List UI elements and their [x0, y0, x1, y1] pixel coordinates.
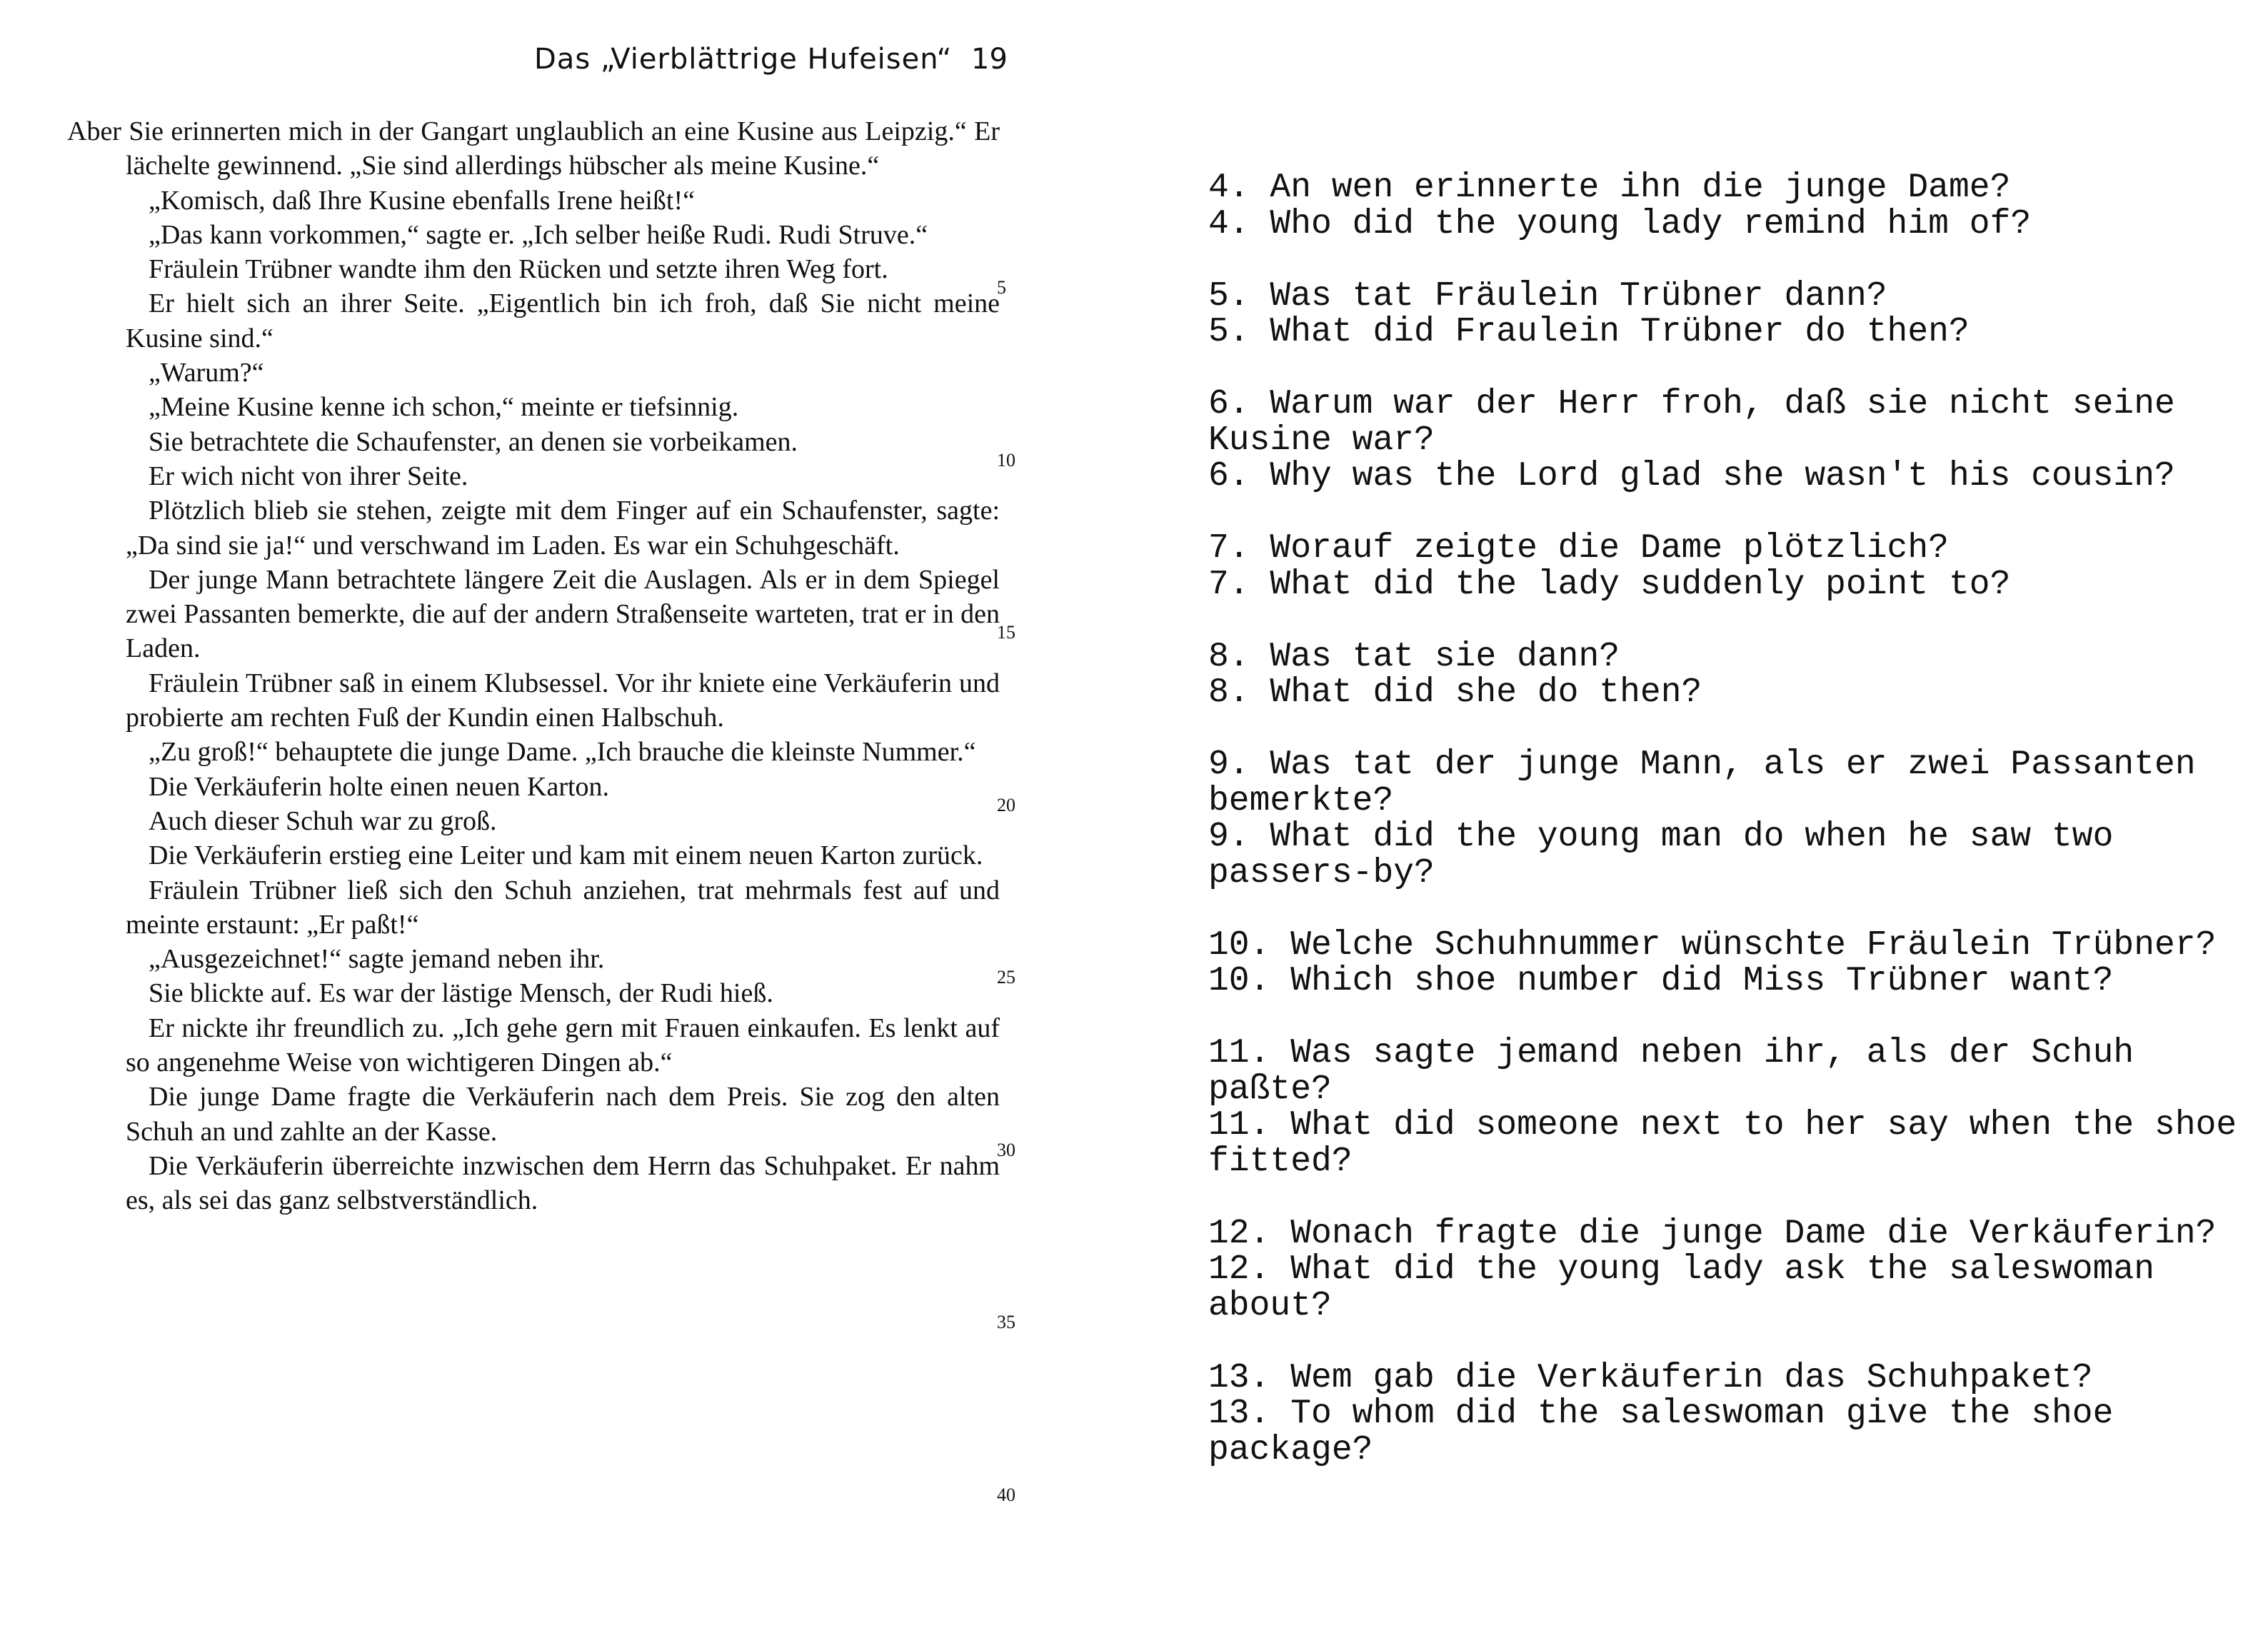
line-number: 40 — [997, 1484, 1015, 1505]
paragraph: Die Verkäuferin holte einen neuen Karton. — [149, 771, 610, 802]
question-pair — [1208, 170, 2258, 242]
question-german: 12. Wonach fragte die junge Dame die Verkäuferin? — [1208, 1214, 2217, 1253]
question-english: 12. What did the young lady ask the saleswoman about? — [1208, 1250, 2175, 1325]
paragraph: Plötzlich blieb sie stehen, zeigte mit dem Finger auf ein Schaufenster, sagte: „Da sind sie ja!“ und verschwand im Laden. Es war ein Schuhgeschäft. — [126, 496, 1000, 561]
question-list — [1208, 170, 2258, 1504]
question-german: 4. An wen erinnerte ihn die junge Dame? — [1208, 169, 2011, 207]
question-english: 8. What did she do then? — [1208, 673, 1702, 712]
paragraph: Auch dieser Schuh war zu groß. — [149, 805, 497, 836]
paragraph: Der junge Mann betrachtete längere Zeit die Auslagen. Als er in dem Spiegel zwei Passanten bemerkte, die auf der andern Straßenseite warteten, trat er in den Laden. — [126, 564, 1000, 664]
paragraph: „Zu groß!“ behauptete die junge Dame. „Ich brauche die kleinste Nummer.“ — [149, 737, 976, 768]
paragraph: Er hielt sich an ihrer Seite. „Eigentlich bin ich froh, daß Sie nicht meine Kusine sind.“ — [126, 288, 1000, 353]
question-english: 6. Why was the Lord glad she wasn't his cousin? — [1208, 457, 2175, 496]
chapter-title: Das „Vierblättrige Hufeisen“ — [534, 43, 953, 76]
paragraph: „Meine Kusine kenne ich schon,“ meinte er tiefsinnig. — [149, 392, 739, 423]
paragraph: Aber Sie erinnerten mich in der Gangart unglaublich an eine Kusine aus Leipzig.“ Er lächelte gewinnend. „Sie sind allerdings hübscher als meine Kusine.“ — [67, 116, 1000, 181]
question-english: 9. What did the young man do when he saw two passers-by? — [1208, 818, 2134, 893]
book-page-left — [0, 0, 1057, 1628]
paragraph: Die Verkäuferin überreichte inzwischen dem Herrn das Schuhpaket. Er nahm es, als sei das ganz selbstverständlich. — [126, 1150, 1000, 1216]
question-german: 8. Was tat sie dann? — [1208, 637, 1620, 676]
page-number: 19 — [971, 43, 1008, 76]
question-english: 10. Which shoe number did Miss Trübner want? — [1208, 962, 2114, 1000]
question-pair — [1208, 1216, 2258, 1325]
paragraph: Er nickte ihr freundlich zu. „Ich gehe gern mit Frauen einkaufen. Es lenkt auf so angenehme Weise von wichtigeren Dingen ab.“ — [126, 1013, 1000, 1078]
question-pair — [1208, 747, 2258, 891]
question-english: 5. What did Fraulein Trübner do then? — [1208, 313, 1970, 351]
question-pair — [1208, 1035, 2258, 1180]
question-english: 4. Who did the young lady remind him of? — [1208, 204, 2032, 243]
line-number: 20 — [997, 795, 1015, 815]
line-number: 10 — [997, 450, 1015, 471]
paragraph: „Warum?“ — [149, 358, 264, 388]
worksheet-page-right — [1143, 0, 2268, 1628]
question-pair — [1208, 386, 2258, 495]
question-pair — [1208, 925, 2258, 1000]
question-pair — [1208, 278, 2258, 351]
paragraph: „Komisch, daß Ihre Kusine ebenfalls Irene heißt!“ — [149, 185, 695, 216]
question-german: 11. Was sagte jemand neben ihr, als der Schuh paßte? — [1208, 1034, 2155, 1109]
running-head — [0, 37, 1057, 80]
question-english: 11. What did someone next to her say when the shoe fitted? — [1208, 1106, 2258, 1181]
paragraph: Er wich nicht von ihrer Seite. — [149, 461, 468, 491]
question-german: 7. Worauf zeigte die Dame plötzlich? — [1208, 529, 1949, 568]
question-pair — [1208, 531, 2258, 603]
question-german: 9. Was tat der junge Mann, als er zwei Passanten bemerkte? — [1208, 745, 2217, 820]
paragraph: „Das kann vorkommen,“ sagte er. „Ich selber heiße Rudi. Rudi Struve.“ — [149, 219, 928, 250]
paragraph: Sie blickte auf. Es war der lästige Mensch, der Rudi hieß. — [149, 978, 773, 1009]
line-number: 30 — [997, 1140, 1015, 1160]
question-english: 13. To whom did the saleswoman give the shoe package? — [1208, 1395, 2134, 1469]
line-number: 15 — [997, 622, 1015, 643]
question-german: 6. Warum war der Herr froh, daß sie nicht seine Kusine war? — [1208, 385, 2196, 460]
paragraph: Fräulein Trübner wandte ihm den Rücken und setzte ihren Weg fort. — [149, 254, 888, 285]
paragraph: Fräulein Trübner ließ sich den Schuh anziehen, trat mehrmals fest auf und meinte erstaunt: „Er paßt!“ — [126, 875, 1000, 940]
question-pair — [1208, 639, 2258, 711]
story-text — [57, 114, 1000, 1218]
paragraph: Fräulein Trübner saß in einem Klubsessel. Vor ihr kniete eine Verkäuferin und probierte am rechten Fuß der Kundin einen Halbschuh. — [126, 668, 1000, 733]
paragraph: „Ausgezeichnet!“ sagte jemand neben ihr. — [149, 944, 605, 975]
paragraph: Sie betrachtete die Schaufenster, an denen sie vorbeikamen. — [149, 426, 798, 457]
line-number: 5 — [997, 277, 1006, 298]
question-german: 13. Wem gab die Verkäuferin das Schuhpaket? — [1208, 1358, 2093, 1397]
line-number: 35 — [997, 1312, 1015, 1332]
question-german: 5. Was tat Fräulein Trübner dann? — [1208, 276, 1887, 316]
paragraph: Die junge Dame fragte die Verkäuferin nach dem Preis. Sie zog den alten Schuh an und zahlte an der Kasse. — [126, 1082, 1000, 1147]
question-german: 10. Welche Schuhnummer wünschte Fräulein Trübner? — [1208, 925, 2217, 965]
question-english: 7. What did the lady suddenly point to? — [1208, 565, 2011, 604]
paragraph: Die Verkäuferin erstieg eine Leiter und kam mit einem neuen Karton zurück. — [149, 840, 983, 871]
question-pair — [1208, 1360, 2258, 1469]
line-number: 25 — [997, 967, 1015, 988]
